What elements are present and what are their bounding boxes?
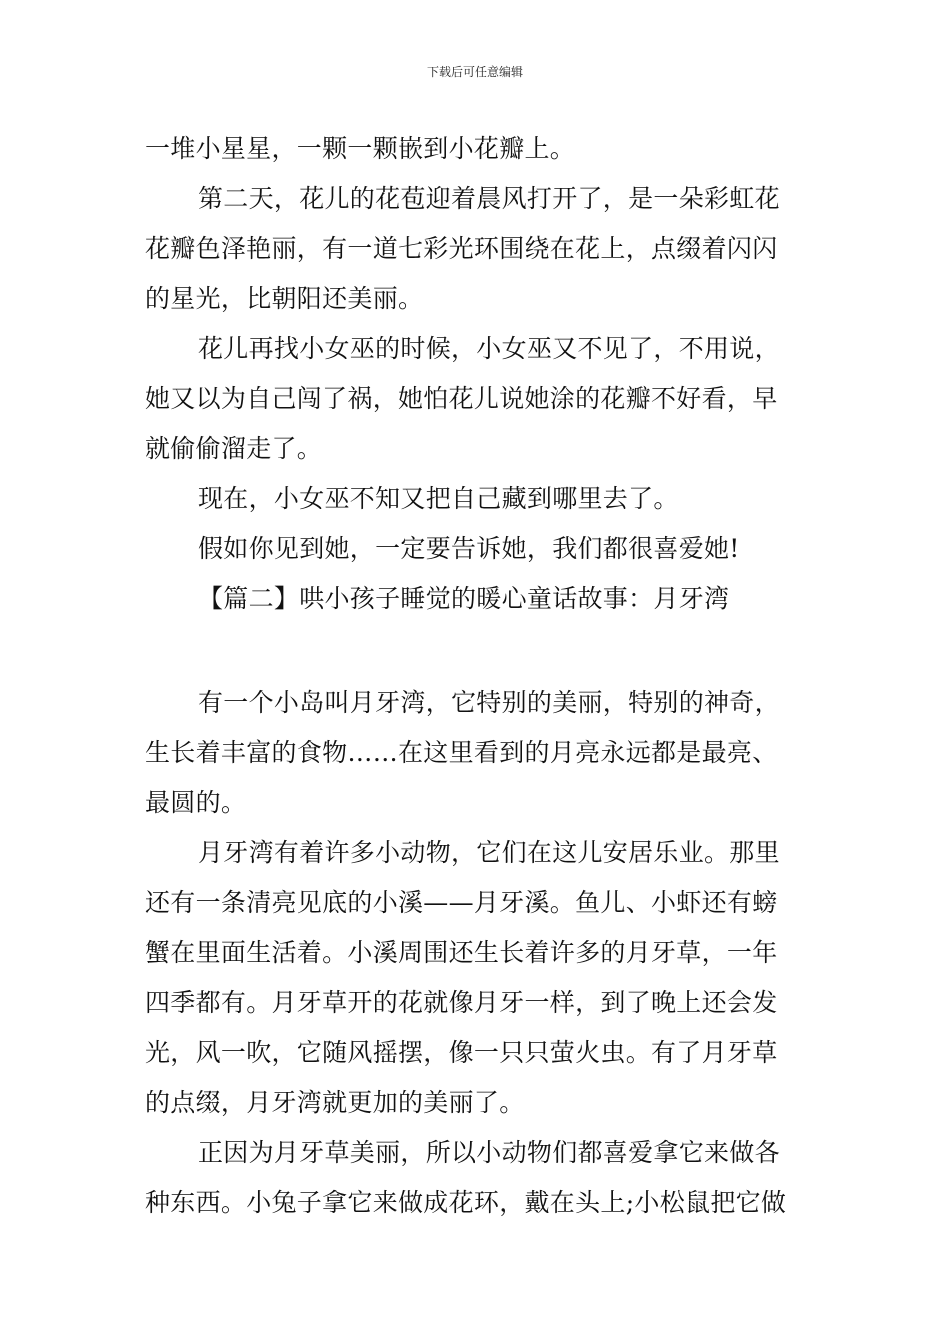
text-line: 的星光，比朝阳还美丽。 [145, 284, 424, 313]
text-line: 有一个小岛叫月牙湾，它特别的美丽，特别的神奇， [198, 688, 780, 717]
paragraph [145, 124, 807, 174]
text-line: 她又以为自己闯了祸，她怕花儿说她涂的花瓣不好看，早 [145, 384, 778, 413]
text-line: 种东西。小兔子拿它来做成花环，戴在头上;小松鼠把它做 [145, 1188, 787, 1217]
document-body [145, 124, 807, 1228]
paragraph [145, 474, 807, 524]
paragraph [145, 678, 807, 828]
paragraph [145, 324, 807, 474]
text-line: 假如你见到她，一定要告诉她，我们都很喜爱她! [198, 534, 740, 563]
blank-spacer [145, 624, 807, 678]
paragraph [145, 828, 807, 1128]
page-header: 下载后可任意编辑 [426, 65, 523, 79]
text-line: 月牙湾有着许多小动物，它们在这儿安居乐业。那里 [198, 838, 780, 867]
paragraph [145, 1128, 807, 1228]
section-title: 【篇二】哄小孩子睡觉的暖心童话故事：月牙湾 [198, 584, 730, 613]
text-line: 最圆的。 [145, 788, 247, 817]
paragraph [145, 174, 807, 324]
text-line: 一堆小星星，一颗一颗嵌到小花瓣上。 [145, 134, 576, 163]
text-line: 还有一条清亮见底的小溪——月牙溪。鱼儿、小虾还有螃 [145, 888, 778, 917]
text-line: 现在，小女巫不知又把自己藏到哪里去了。 [198, 484, 679, 513]
text-line: 的点缀，月牙湾就更加的美丽了。 [145, 1088, 525, 1117]
text-line: 正因为月牙草美丽，所以小动物们都喜爱拿它来做各 [198, 1138, 780, 1167]
text-line: 生长着丰富的食物……在这里看到的月亮永远都是最亮、 [145, 738, 778, 767]
text-line: 光，风一吹，它随风摇摆，像一只只萤火虫。有了月牙草 [145, 1038, 778, 1067]
paragraph [145, 524, 807, 574]
text-line: 四季都有。月牙草开的花就像月牙一样，到了晚上还会发 [145, 988, 778, 1017]
text-line: 花瓣色泽艳丽，有一道七彩光环围绕在花上，点缀着闪闪 [145, 234, 778, 263]
text-line: 蟹在里面生活着。小溪周围还生长着许多的月牙草，一年 [145, 938, 778, 967]
text-line: 就偷偷溜走了。 [145, 434, 323, 463]
text-line: 花儿再找小女巫的时候，小女巫又不见了，不用说， [198, 334, 780, 363]
text-line: 第二天，花儿的花苞迎着晨风打开了，是一朵彩虹花 [198, 184, 780, 213]
